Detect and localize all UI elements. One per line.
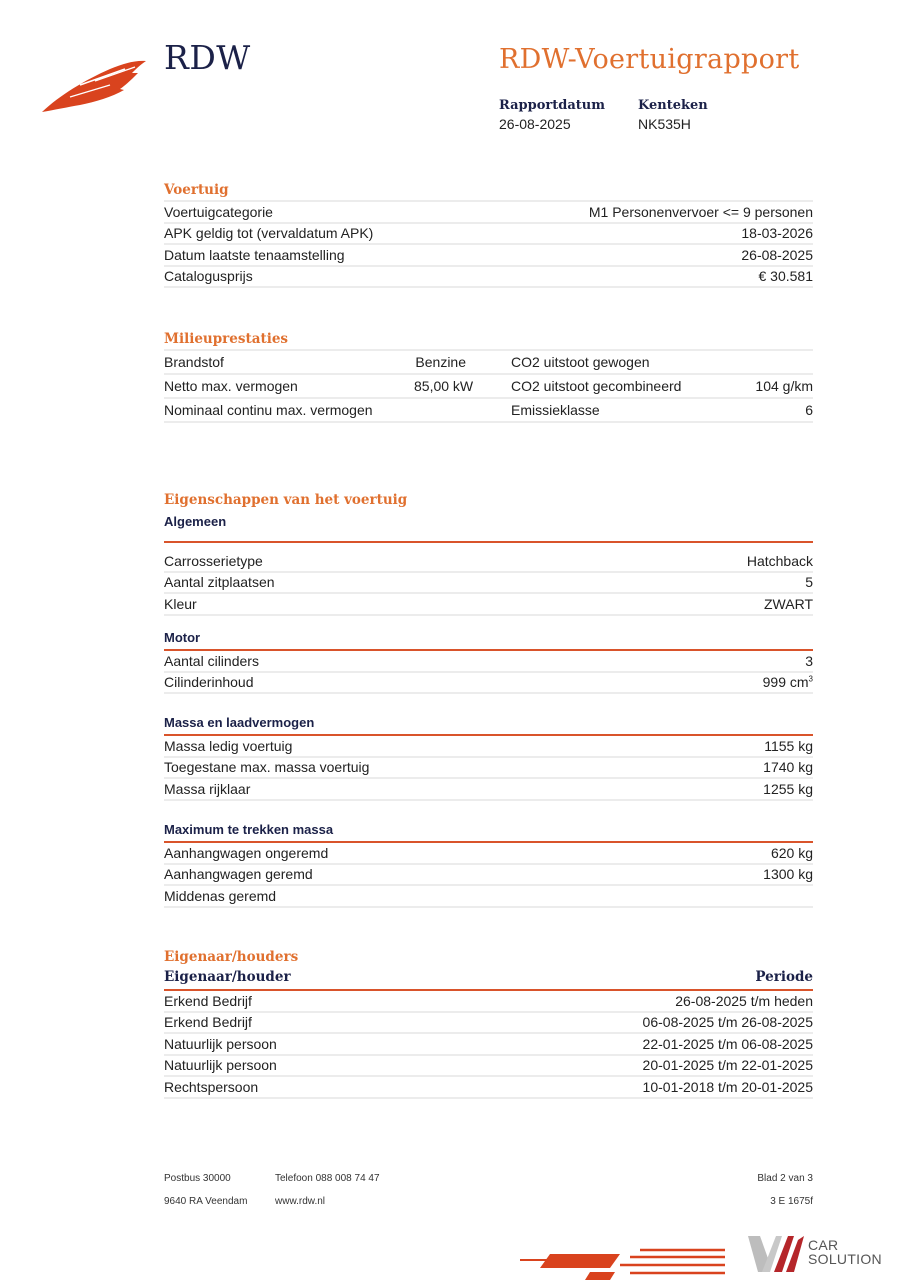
row-label: Erkend Bedrijf [164,1014,252,1031]
rdw-logo-text: RDW [164,38,251,77]
section-title: Voertuig [164,182,229,198]
meta-value: 26-08-2025 [499,116,571,132]
subsection-title-massa: Massa en laadvermogen [164,715,315,730]
section-voertuig [164,180,813,288]
row-label: Toegestane max. massa voertuig [164,759,370,776]
meta-rapportdatum [499,98,605,132]
row-label: Netto max. vermogen [164,378,298,394]
subsection-massa [164,713,813,801]
table-row [164,202,813,224]
row-value: ZWART [764,595,813,612]
table-row [164,779,813,801]
row-label: Aantal cilinders [164,652,259,669]
footer-document-code: 3 E 1675f [770,1196,813,1207]
table-row [164,991,813,1013]
row-value: € 30.581 [758,268,813,285]
row-label: Emissieklasse [511,402,600,418]
row-label: Carrosserietype [164,552,263,569]
row-label: Brandstof [164,354,224,370]
row-label: Middenas geremd [164,887,277,904]
subsection-motor [164,628,813,694]
owner-table-header [164,967,813,987]
row-value: 26-08-2025 [741,246,813,263]
row-value: 1155 kg [764,737,813,754]
row-label: CO2 uitstoot gewogen [511,354,650,370]
footer-phone: Telefoon 088 008 74 47 [275,1173,380,1184]
section-milieuprestaties [164,329,813,423]
row-value: 22-01-2025 t/m 06-08-2025 [642,1035,813,1052]
row-label: Natuurlijk persoon [164,1057,277,1074]
subsection-trekken [164,820,813,908]
row-value: 1740 kg [763,759,813,776]
table-row [164,886,813,908]
row-label: Natuurlijk persoon [164,1035,277,1052]
section-title: Milieuprestaties [164,331,289,347]
table-row [164,267,813,289]
row-label: Rechtspersoon [164,1078,259,1095]
row-value: M1 Personenvervoer <= 9 personen [588,203,813,220]
table-row [164,375,813,399]
orange-divider [164,541,813,543]
table-row [164,1034,813,1056]
column-header-period: Periode [755,969,813,985]
subsection-title-trekken: Maximum te trekken massa [164,822,334,837]
row-value: Hatchback [746,552,813,569]
row-value: 20-01-2025 t/m 22-01-2025 [642,1057,813,1074]
row-value: 104 g/km [755,378,813,394]
row-label: Voertuigcategorie [164,203,273,220]
rdw-feather-logo-icon [40,55,150,115]
table-row [164,551,813,573]
subsection-title-algemeen: Algemeen [164,514,227,529]
table-row [164,1077,813,1099]
table-row [164,573,813,595]
row-label: Nominaal continu max. vermogen [164,402,373,418]
footer-address-2: 9640 RA Veendam [164,1196,248,1207]
row-value: Benzine [415,354,466,370]
table-row [164,224,813,246]
row-label: Kleur [164,595,197,612]
footer-page-number: Blad 2 van 3 [757,1173,813,1184]
table-row [164,651,813,673]
row-value: 1300 kg [763,866,813,883]
meta-value: NK535H [638,116,691,132]
table-row [164,399,813,423]
report-title: RDW-Voertuigrapport [499,44,800,75]
row-value: 3 [805,652,813,669]
row-value: 06-08-2025 t/m 26-08-2025 [642,1014,813,1031]
subsection-title-motor: Motor [164,630,201,645]
row-label: Catalogusprijs [164,268,253,285]
meta-kenteken [638,98,708,132]
row-value: 26-08-2025 t/m heden [675,992,813,1009]
table-row [164,865,813,887]
row-label: Datum laatste tenaamstelling [164,246,345,263]
row-value: 1255 kg [763,780,813,797]
row-label: Cilinderinhoud [164,674,254,691]
row-label: Aanhangwagen geremd [164,866,313,883]
table-row [164,736,813,758]
row-value: 620 kg [770,844,813,861]
row-label: Erkend Bedrijf [164,992,252,1009]
column-header-owner: Eigenaar/houder [164,969,291,985]
row-value: 999 $cm^3$ [762,674,813,691]
row-label: APK geldig tot (vervaldatum APK) [164,225,374,242]
meta-label: Kenteken [638,98,708,113]
table-row [164,673,813,695]
table-row [164,351,813,375]
table-row [164,594,813,616]
row-value: 5 [805,574,813,591]
row-value: 85,00 kW [414,378,474,394]
row-label: Aanhangwagen ongeremd [164,844,329,861]
row-value: 6 [805,402,813,418]
table-row [164,1013,813,1035]
watermark-brand [808,1238,882,1266]
table-row [164,1056,813,1078]
vw-car-solution-logo-icon [748,1234,806,1274]
row-label: CO2 uitstoot gecombineerd [511,378,682,394]
row-value: 10-01-2018 t/m 20-01-2025 [642,1078,813,1095]
row-value: 18-03-2026 [741,225,813,242]
rdw-stripes-decoration-icon [520,1244,725,1280]
row-label: Aantal zitplaatsen [164,574,275,591]
row-label: Massa rijklaar [164,780,251,797]
meta-label: Rapportdatum [499,98,605,113]
table-row [164,843,813,865]
section-eigenaren [164,947,813,1099]
table-row [164,758,813,780]
row-label: Massa ledig voertuig [164,737,293,754]
table-row [164,245,813,267]
footer-address-1: Postbus 30000 [164,1173,231,1184]
footer-website-link[interactable]: www.rdw.nl [275,1196,326,1207]
watermark-line-2: SOLUTION [808,1251,882,1267]
watermark-line-1: CAR [808,1237,839,1253]
section-title: Eigenaar/houders [164,949,299,965]
section-eigenschappen [164,490,813,616]
section-title: Eigenschappen van het voertuig [164,492,408,508]
